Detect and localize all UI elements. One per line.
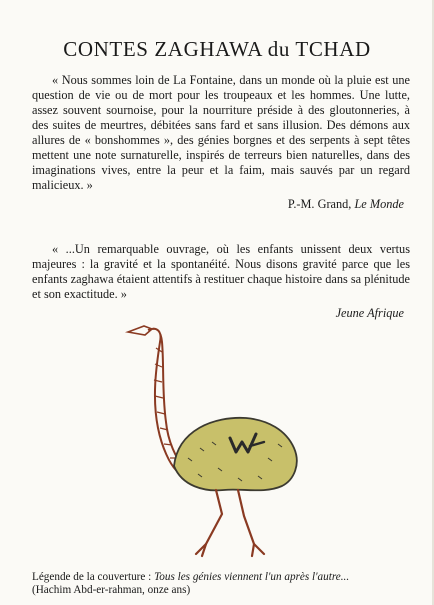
caption-label: Légende de la couverture : — [32, 571, 152, 583]
bird-body — [174, 418, 297, 491]
caption-title: Tous les génies viennent l'un après l'autre... — [154, 571, 350, 583]
caption-credit: (Hachim Abd-er-rahman, onze ans) — [32, 584, 191, 596]
review-quote-jeune-afrique: « ...Un remarquable ouvrage, où les enfants unissent deux vertus majeures : la gravité et la spontanéité. Nous disons gravité parce que les enfants zaghawa étaient attentifs à restituer chaque histoire dans sa plénitude et son exactitude. » — [32, 242, 410, 301]
review-attribution-le-monde — [288, 197, 404, 212]
ostrich-drawing — [118, 318, 318, 568]
book-title: CONTES ZAGHAWA du TCHAD — [63, 37, 371, 61]
review-attribution-jeune-afrique: Jeune Afrique — [335, 306, 404, 320]
bird-legs — [196, 490, 264, 556]
review-source: Le Monde — [354, 197, 404, 211]
cover-caption — [32, 571, 422, 597]
review-author: P.-M. Grand, — [287, 197, 352, 211]
review-quote-le-monde: « Nous sommes loin de La Fontaine, dans un monde où la pluie est une question de vie ou de mort pour les troupeaux et les hommes. Une lutte, assez souvent sournoise, pour la nourriture préside à des gloutonneries, à des suites de meurtres, débitées sans fard et sans illusion. Des démons aux allures de « bonshommes », des génies borgnes et des serpents à sept têtes mettent une note surnaturelle, inspirés de terreurs bien naturelles, dans des imaginations vives, entre la peur et la faim, mais sauvés par un regard malicieux. » — [32, 73, 410, 192]
neck-hatching — [154, 348, 178, 458]
